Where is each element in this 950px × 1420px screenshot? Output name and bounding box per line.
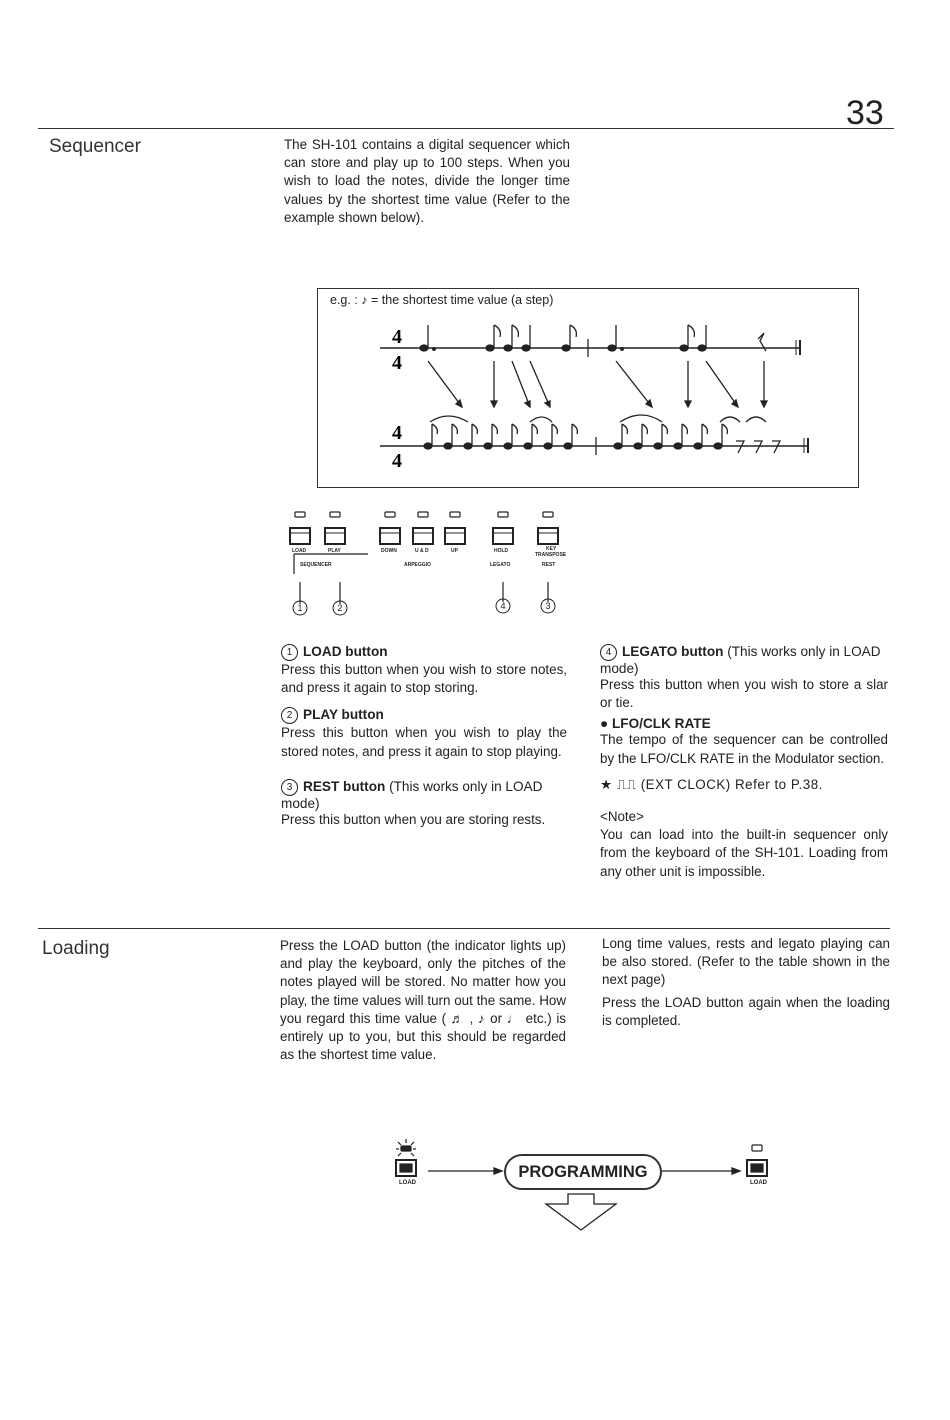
svg-text:4: 4 (392, 326, 402, 348)
callout-2: 2 (337, 603, 343, 613)
svg-text:4: 4 (392, 352, 402, 374)
section-title-sequencer: Sequencer (49, 136, 141, 157)
panel-label-legato: LEGATO (490, 562, 511, 568)
section-title-loading: Loading (42, 938, 110, 959)
load-button-text: Press this button when you wish to store notes, and press it again to stop storing. (281, 662, 567, 696)
panel-label-hold: HOLD (494, 548, 509, 554)
flow-load-left-label: LOAD (399, 1180, 416, 1186)
sequencer-intro: The SH-101 contains a digital sequencer which can store and play up to 100 steps. When you wish to load the notes, divide the longer time values by the shortest time value (Refer to the example shown below). (284, 137, 570, 225)
example-label: e.g. : ♪ = the shortest time value (a step) (330, 293, 554, 307)
loading-right-text-1: Long time values, rests and legato playing can be also stored. (Refer to the table shown in the next page) (602, 936, 890, 988)
rest-button-heading: REST button (303, 778, 386, 794)
panel-label-load: LOAD (292, 548, 307, 554)
items-right (600, 644, 888, 881)
lfo-clk-heading: ● LFO/CLK RATE (600, 716, 711, 732)
item-rest (281, 779, 567, 829)
svg-text:4: 4 (392, 450, 402, 472)
loading-left-text: Press the LOAD button (the indicator lights up) and play the keyboard, only the pitches of the notes played will be stored. No matter how you play, the time values will turn out the same. How you regard this time value ( ♬ , ♪ or ♩ etc.) is entirely up to you, but this should be regarded as the shortest time value. (280, 938, 566, 1063)
panel-label-rest: REST (542, 562, 556, 568)
panel-label-key: KEY (546, 546, 557, 552)
panel-svg (288, 508, 578, 618)
front-panel-diagram (288, 508, 578, 618)
flow-diagram (390, 1138, 790, 1248)
callout-4: 4 (500, 601, 506, 611)
circled-number: 1 (281, 644, 298, 661)
panel-label-transpose: TRANSPOSE (535, 552, 567, 558)
music-example-box (317, 288, 859, 488)
legato-button-text: Press this button when you wish to store a slar or tie. (600, 677, 888, 711)
legato-button-heading: LEGATO button (622, 644, 724, 659)
loading-right (602, 935, 890, 1030)
panel-label-ud: U & D (415, 548, 429, 554)
legato-button-note: (This works only in LOAD mode) (600, 644, 881, 676)
play-button-heading: PLAY button (303, 707, 384, 723)
callout-1: 1 (297, 603, 303, 613)
svg-text:4: 4 (392, 422, 402, 444)
item-play (281, 707, 567, 760)
middle-rule (38, 928, 890, 929)
notation-diagram (318, 289, 858, 487)
note-text: You can load into the built-in sequencer only from the keyboard of the SH-101. Loading from any other unit is impossible. (600, 827, 888, 879)
panel-label-up: UP (451, 548, 458, 554)
flow-load-right-label: LOAD (750, 1180, 767, 1186)
panel-label-down: DOWN (381, 548, 397, 554)
callout-3: 3 (545, 601, 551, 611)
circled-number: 4 (600, 644, 617, 661)
rest-button-text: Press this button when you are storing rests. (281, 811, 546, 827)
programming-label: PROGRAMMING (504, 1154, 662, 1190)
panel-label-sequencer: SEQUENCER (300, 562, 332, 568)
page-number: 33 (846, 94, 884, 132)
play-button-text: Press this button when you wish to play the stored notes, and press it again to stop playing. (281, 725, 567, 759)
loading-right-text-2: Press the LOAD button again when the loading is completed. (602, 994, 890, 1028)
rest-button-note: (This works only in LOAD mode) (281, 778, 543, 811)
load-button-heading: LOAD button (303, 644, 388, 659)
lfo-clk-text: The tempo of the sequencer can be controlled by the LFO/CLK RATE in the Modulator section. (600, 732, 888, 766)
circled-number: 3 (281, 779, 298, 796)
panel-label-play: PLAY (328, 548, 341, 554)
panel-label-arpeggio: ARPEGGIO (404, 562, 431, 568)
item-load (281, 644, 567, 697)
items-left (281, 644, 567, 829)
circled-number: 2 (281, 707, 298, 724)
note-title: <Note> (600, 809, 644, 825)
top-rule (38, 128, 894, 129)
ext-clock-ref: ★ ⎍⎍ (EXT CLOCK) Refer to P.38. (600, 776, 823, 792)
